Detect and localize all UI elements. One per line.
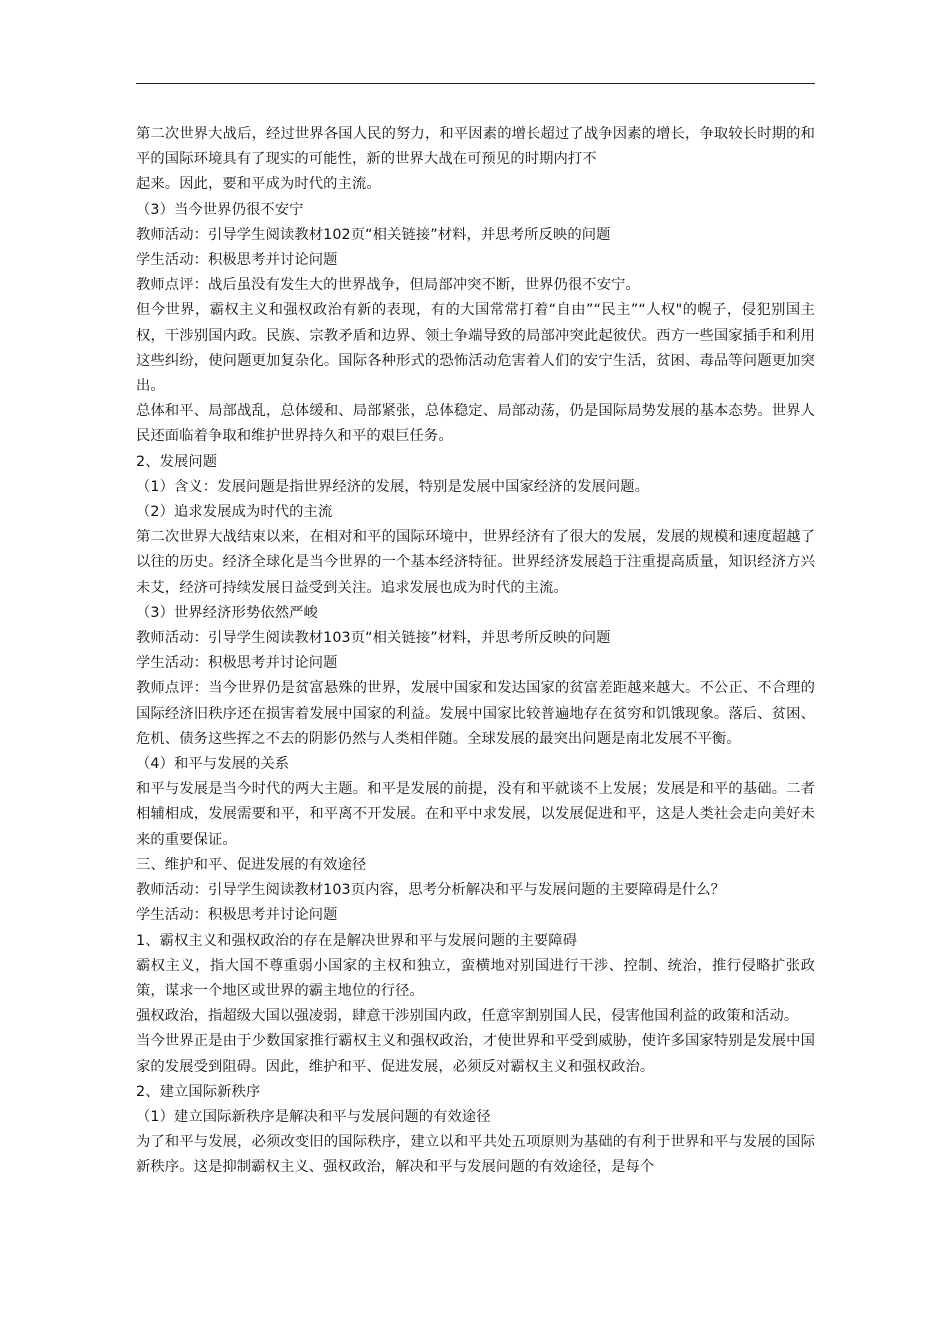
section-heading: 三、维护和平、促进发展的有效途径 [136,856,367,873]
paragraph: 但今世界，霸权主义和强权政治有新的表现，有的大国常常打着“自由”“民主”“人权"的幌子，侵犯别国主权，干涉别国内政。民族、宗教矛盾和边界、领土争端导致的局部冲突此起彼伏。西方一些国家插手和利用这些纠纷，使问题更加复杂化。国际各种形式的恐怖活动危害着人们的安宁生活，贫困、毒品等问题更加突出。 [136,302,815,395]
teacher-activity: 教师活动：引导学生阅读教材103页内容，思考分析解决和平与发展问题的主要障碍是什么？ [136,882,726,899]
section-heading: （3）当今世界仍很不安宁 [136,201,304,218]
section-heading: 2、建立国际新秩序 [136,1083,261,1100]
section-heading: （1）建立国际新秩序是解决和平与发展问题的有效途径 [136,1108,491,1125]
section-heading: 1、霸权主义和强权政治的存在是解决世界和平与发展问题的主要障碍 [136,932,578,949]
teacher-comment: 教师点评：战后虽没有发生大的世界战争，但局部冲突不断，世界仍很不安宁。 [136,277,640,294]
paragraph: 和平与发展是当今时代的两大主题。和平是发展的前提，没有和平就谈不上发展；发展是和平的基础。二者相辅相成，发展需要和平，和平离不开发展。在和平中求发展，以发展促进和平，这是人类社会走向美好未来的重要保证。 [136,781,815,848]
paragraph: 霸权主义，指大国不尊重弱小国家的主权和独立，蛮横地对别国进行干涉、控制、统治，推行侵略扩张政策，谋求一个地区或世界的霸主地位的行径。 [136,957,815,999]
section-heading: （3）世界经济形势依然严峻 [136,604,318,621]
paragraph: 第二次世界大战结束以来，在相对和平的国际环境中，世界经济有了很大的发展，发展的规模和速度超越了以往的历史。经济全球化是当今世界的一个基本经济特征。世界经济发展趋于注重提高质量，知识经济方兴未艾，经济可持续发展日益受到关注。追求发展也成为时代的主流。 [136,529,815,596]
paragraph: 当今世界正是由于少数国家推行霸权主义和强权政治，才使世界和平受到威胁，使许多国家特别是发展中国家的发展受到阻碍。因此，维护和平、促进发展，必须反对霸权主义和强权政治。 [136,1033,815,1075]
student-activity: 学生活动：积极思考并讨论问题 [136,907,338,924]
teacher-comment: 教师点评：当今世界仍是贫富悬殊的世界，发展中国家和发达国家的贫富差距越来越大。不公正、不合理的国际经济旧秩序还在损害着发展中国家的利益。发展中国家比较普遍地存在贫穷和饥饿现象。落后、贫困、危机、债务这些挥之不去的阴影仍然与人类相伴随。全球发展的最突出问题是南北发展不平衡。 [136,680,815,747]
document-body [136,122,815,1181]
teacher-activity: 教师活动：引导学生阅读教材102页“相关链接”材料，并思考所反映的问题 [136,226,611,243]
section-heading: （1）含义：发展问题是指世界经济的发展，特别是发展中国家经济的发展问题。 [136,478,650,495]
teacher-activity: 教师活动：引导学生阅读教材103页“相关链接”材料，并思考所反映的问题 [136,630,611,647]
paragraph: 第二次世界大战后，经过世界各国人民的努力，和平因素的增长超过了战争因素的增长，争取较长时期的和平的国际环境具有了现实的可能性，新的世界大战在可预见的时期内打不 [136,126,815,168]
student-activity: 学生活动：积极思考并讨论问题 [136,252,338,269]
paragraph: 强权政治，指超级大国以强凌弱，肆意干涉别国内政，任意宰割别国人民，侵害他国利益的政策和活动。 [136,1008,799,1025]
section-heading: （2）追求发展成为时代的主流 [136,504,333,521]
paragraph: 起来。因此，要和平成为时代的主流。 [136,176,381,193]
paragraph: 总体和平、局部战乱，总体缓和、局部紧张，总体稳定、局部动荡，仍是国际局势发展的基本态势。世界人民还面临着争取和维护世界持久和平的艰巨任务。 [136,403,815,445]
header-rule [136,83,815,84]
section-heading: （4）和平与发展的关系 [136,756,290,773]
paragraph: 为了和平与发展，必须改变旧的国际秩序，建立以和平共处五项原则为基础的有利于世界和平与发展的国际新秩序。这是抑制霸权主义、强权政治，解决和平与发展问题的有效途径，是每个 [136,1134,815,1176]
section-heading: 2、发展问题 [136,453,218,470]
student-activity: 学生活动：积极思考并讨论问题 [136,655,338,672]
